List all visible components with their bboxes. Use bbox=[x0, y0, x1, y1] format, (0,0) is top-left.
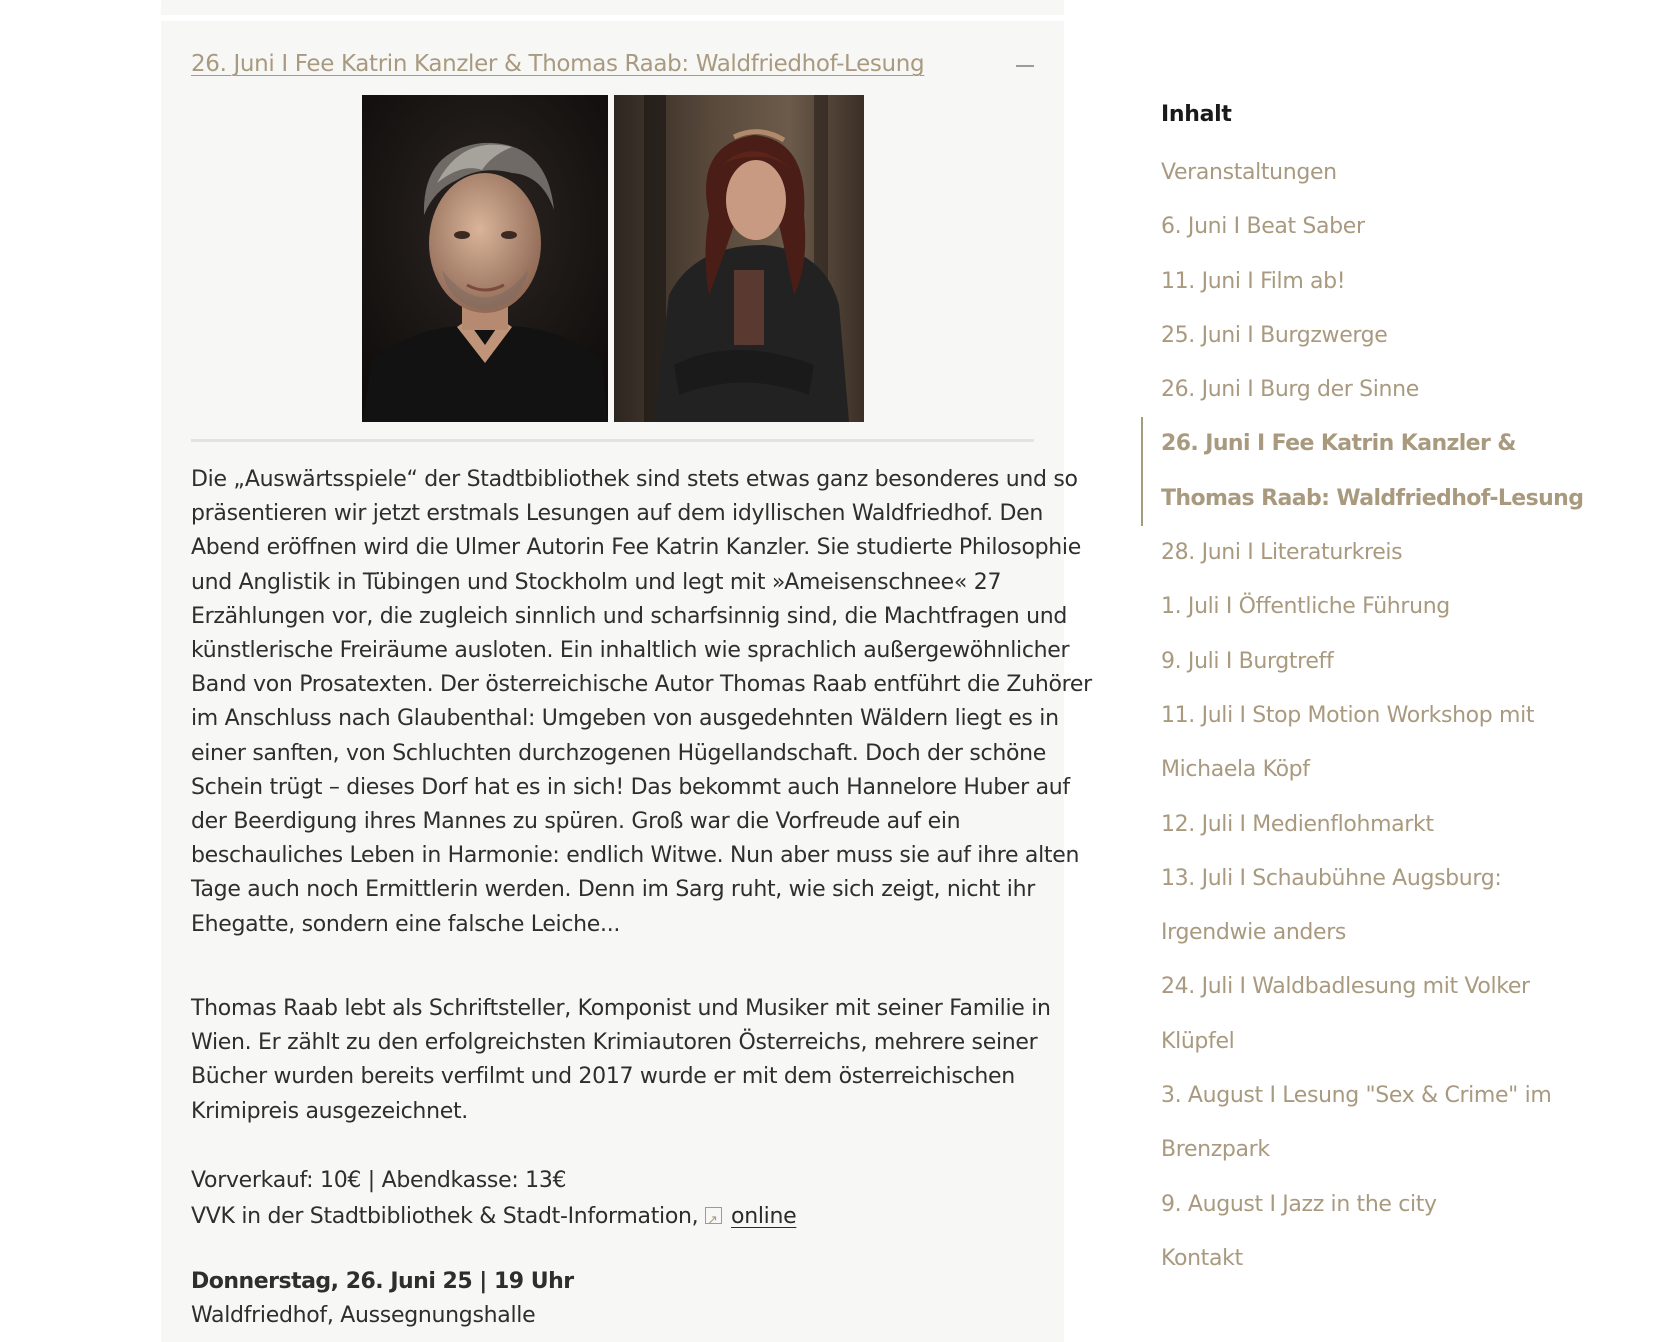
portrait-woman-image bbox=[614, 95, 864, 422]
toc-item-label: Veranstaltungen bbox=[1161, 160, 1337, 185]
toc-item-label: Thomas Raab: Waldfriedhof-Lesung bbox=[1161, 485, 1584, 511]
accordion-header[interactable] bbox=[191, 35, 1034, 95]
toc-list bbox=[1161, 146, 1584, 1286]
toc-item[interactable] bbox=[1161, 1232, 1581, 1286]
text-line: einer sanften, von Schluchten durchzogenen Hügellandschaft. Doch der schöne bbox=[191, 740, 1047, 766]
toc-sidebar bbox=[1161, 95, 1584, 1286]
text-line: künstlerische Freiräume ausloten. Ein inhaltlich wie sprachlich außergewöhnlicher bbox=[191, 638, 1070, 664]
toc-item-label: Michaela Köpf bbox=[1161, 757, 1310, 783]
accordion-panel-waldfriedhof-lesung bbox=[161, 21, 1092, 1342]
text-line: beschauliches Leben in Harmonie: endlich Witwe. Nun aber muss sie auf ihre alten bbox=[191, 843, 1080, 869]
toc-item-label: 1. Juli I Öffentliche Führung bbox=[1161, 594, 1450, 620]
text-line: Band von Prosatexten. Der österreichische Autor Thomas Raab entführt die Zuhörer bbox=[191, 672, 1092, 698]
toc-item[interactable] bbox=[1161, 309, 1581, 363]
event-location: Waldfriedhof, Aussegnungshalle bbox=[191, 1303, 536, 1329]
toc-item-label: 11. Juni I Film ab! bbox=[1161, 268, 1346, 294]
toc-item[interactable] bbox=[1161, 960, 1581, 1069]
ticket-prices: Vorverkauf: 10€ | Abendkasse: 13€ bbox=[191, 1168, 567, 1193]
toc-item[interactable] bbox=[1161, 580, 1581, 634]
toc-item[interactable] bbox=[1161, 255, 1581, 309]
event-datetime-location bbox=[191, 1265, 1036, 1333]
toc-item[interactable] bbox=[1161, 146, 1581, 200]
text-line: Tage auch noch Ermittlerin werden. Denn im Sarg ruht, wie sich zeigt, nicht ihr bbox=[191, 877, 1036, 903]
text-line: Krimipreis ausgezeichnet. bbox=[191, 1098, 468, 1124]
text-line: der Beerdigung ihres Mannes zu spüren. Groß war die Vorfreude auf ein bbox=[191, 809, 961, 835]
accordion-title[interactable]: 26. Juni I Fee Katrin Kanzler & Thomas Raab: Waldfriedhof-Lesung bbox=[191, 51, 925, 77]
toc-item[interactable] bbox=[1161, 526, 1581, 580]
text-line: Bücher wurden bereits verfilmt und 2017 wurde er mit dem österreichischen bbox=[191, 1064, 1015, 1090]
toc-item-label: 13. Juli I Schaubühne Augsburg: bbox=[1161, 865, 1502, 891]
toc-item[interactable] bbox=[1161, 363, 1581, 417]
toc-item-label: 11. Juli I Stop Motion Workshop mit bbox=[1161, 702, 1535, 728]
author-photo-fee-katrin-kanzler bbox=[614, 95, 864, 422]
online-ticket-link[interactable]: online bbox=[731, 1204, 797, 1229]
text-line: Thomas Raab lebt als Schriftsteller, Komponist und Musiker mit seiner Familie in bbox=[191, 996, 1051, 1021]
toc-item-label: 12. Juli I Medienflohmarkt bbox=[1161, 811, 1434, 837]
toc-item-label: Irgendwie anders bbox=[1161, 920, 1347, 946]
toc-item[interactable] bbox=[1161, 1069, 1581, 1178]
text-line: Abend eröffnen wird die Ulmer Autorin Fee Katrin Kanzler. Sie studierte Philosophie bbox=[191, 535, 1081, 561]
text-line: Die „Auswärtsspiele“ der Stadtbibliothek sind stets etwas ganz besonderes und so bbox=[191, 467, 1078, 492]
previous-accordion-item[interactable] bbox=[161, 0, 1064, 15]
toc-item[interactable] bbox=[1161, 200, 1581, 254]
toc-heading: Inhalt bbox=[1161, 102, 1232, 127]
ticket-info bbox=[191, 1163, 1036, 1235]
author-bio-paragraph bbox=[191, 992, 1051, 1129]
toc-item-label: 9. Juli I Burgtreff bbox=[1161, 648, 1334, 674]
event-date: Donnerstag, 26. Juni 25 | 19 Uhr bbox=[191, 1269, 574, 1294]
text-line: präsentieren wir jetzt erstmals Lesungen auf dem idyllischen Waldfriedhof. Den bbox=[191, 501, 1044, 527]
external-link-icon bbox=[705, 1207, 722, 1224]
text-line: Schein trügt – dieses Dorf hat es in sich! Das bekommt auch Hannelore Huber auf bbox=[191, 774, 1070, 800]
toc-item-label: 26. Juni I Burg der Sinne bbox=[1161, 377, 1419, 403]
toc-item[interactable] bbox=[1161, 798, 1581, 852]
collapse-minus-icon[interactable] bbox=[1016, 65, 1034, 67]
event-description-paragraph bbox=[191, 463, 1092, 942]
toc-item-label: 28. Juni I Literaturkreis bbox=[1161, 540, 1403, 566]
presale-text: VVK in der Stadtbibliothek & Stadt-Information, bbox=[191, 1204, 699, 1229]
toc-item-label: 24. Juli I Waldbadlesung mit Volker bbox=[1161, 974, 1530, 1000]
toc-item[interactable] bbox=[1161, 417, 1584, 526]
text-line: Wien. Er zählt zu den erfolgreichsten Krimiautoren Österreichs, mehrere seiner bbox=[191, 1030, 1038, 1056]
toc-item-label: Kontakt bbox=[1161, 1245, 1243, 1271]
presale-info bbox=[191, 1199, 1036, 1235]
toc-item-label: 6. Juni I Beat Saber bbox=[1161, 214, 1365, 240]
toc-item-label: 25. Juni I Burgzwerge bbox=[1161, 322, 1388, 348]
text-line: und Anglistik in Tübingen und Stockholm und legt mit »Ameisenschnee« 27 bbox=[191, 569, 1002, 595]
text-line: im Anschluss nach Glaubenthal: Umgeben von ausgedehnten Wäldern liegt es in bbox=[191, 706, 1059, 732]
toc-item-label: 26. Juni I Fee Katrin Kanzler & bbox=[1161, 431, 1516, 457]
toc-item[interactable] bbox=[1161, 635, 1581, 689]
toc-item-label: Brenzpark bbox=[1161, 1137, 1270, 1163]
toc-item[interactable] bbox=[1161, 1178, 1581, 1232]
text-line: Erzählungen vor, die zugleich sinnlich und scharfsinnig sind, die Machtfragen und bbox=[191, 603, 1068, 629]
toc-item[interactable] bbox=[1161, 852, 1581, 961]
portrait-man-image bbox=[362, 95, 608, 422]
text-line: Ehegatte, sondern eine falsche Leiche... bbox=[191, 911, 621, 937]
toc-item[interactable] bbox=[1161, 689, 1581, 798]
toc-item-label: 3. August I Lesung "Sex & Crime" im bbox=[1161, 1083, 1552, 1109]
toc-item-label: 9. August I Jazz in the city bbox=[1161, 1191, 1437, 1217]
content-divider bbox=[191, 439, 1034, 442]
toc-item-label: Klüpfel bbox=[1161, 1028, 1235, 1054]
author-photo-thomas-raab bbox=[362, 95, 608, 422]
